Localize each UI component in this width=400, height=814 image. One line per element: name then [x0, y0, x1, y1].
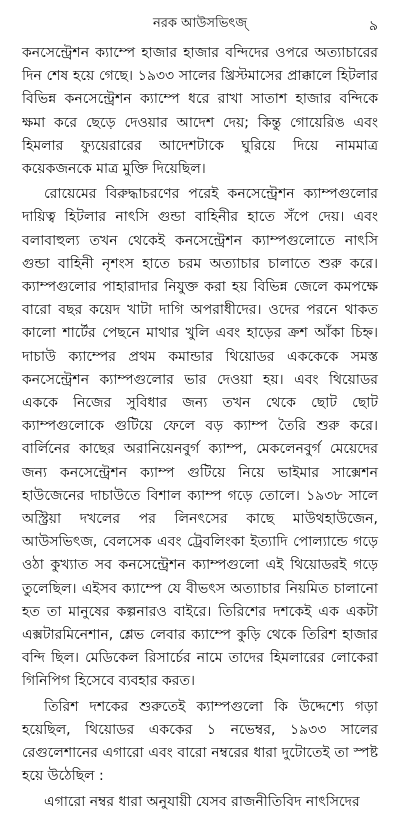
- paragraph-2: রোয়েমের বিরুদ্ধাচরণের পরেই কনসেন্ট্রেশন ক্যাম্পগুলোর দায়িত্ব হিটলার নাৎসি গুন্ডা বাহিনীর হাতে সঁপে দেয়। এবং বলাবাহুল্য তখন থেকেই কনসেন্ট্রেশন ক্যাম্পগুলোতে নাৎসি গুন্ডা বাহিনী নৃশংস হাতে চরম অত্যাচার চালাতে শুরু করে। ক্যাম্পগুলোর পাহারাদার নিযুক্ত করা হয় বিভিন্ন জেলে কমপক্ষে বারো বছর কয়েদ খাটা দাগি অপরাধীদের। ওদের পরনে থাকত কালো শার্টের পেছনে মাথার খুলি এবং হাড়ের ক্রশ আঁকা চিহ্ন। দাচাউ ক্যাম্পের প্রথম কমান্ডার থিয়োডর এককেকে সমস্ত কনসেন্ট্রেশন ক্যাম্পগুলোর ভার দেওয়া হয়। এবং থিয়োডর এককে নিজের সুবিধার জন্য তখন থেকে ছোট ছোট ক্যাম্পগুলোকে গুটিয়ে ফেলে বড় ক্যাম্প তৈরি শুরু করে। বার্লিনের কাছের অরানিয়েনবুর্গ ক্যাম্প, মেকলেনবুর্গ মেয়েদের জন্য কনসেন্ট্রেশন ক্যাম্প গুটিয়ে নিয়ে ভাইমার সাক্সেশন হাউজেনের দাচাউতে বিশাল ক্যাম্প গড়ে তোলে। ১৯৩৮ সালে অস্ট্রিয়া দখলের পর লিনৎসের কাছে মাউথহাউজেন, আউসভিৎজ, বেলসেক এবং ট্রেবলিংকা ইত্যাদি পোল্যান্ডে গড়ে ওঠা কুখ্যাত সব কনসেন্ট্রেশন ক্যাম্পগুলো এই থিয়োডরই গড়ে তুলেছিল। এইসব ক্যাম্পে যে বীভৎস অত্যাচার নিয়মিত চালানো হত তা মানুষের কল্পনারও বাইরে। তিরিশের দশকেই এক একটা এক্সটারমিনেশান, শ্লেভ লেবার ক্যাম্পে কুড়ি থেকে তিরিশ হাজার বন্দি ছিল। মেডিকেল রিসার্চের নামে তাদের হিমলারের লোকেরা গিনিপিগ হিসেবে ব্যবহার করত।: [22, 186, 378, 690]
- paragraph-4: এগারো নম্বর ধারা অনুযায়ী যেসব রাজনীতিবিদ নাৎসিদের: [44, 793, 360, 810]
- paragraph-1: কনসেন্ট্রেশন ক্যাম্পে হাজার হাজার বন্দিদের ওপরে অত্যাচারের দিন শেষ হয়ে গেছে। ১৯৩৩ সালের খ্রিস্টমাসের প্রাক্কালে হিটলার বিভিন্ন কনসেন্ট্রেশন ক্যাম্পে ধরে রাখা সাতাশ হাজার বন্দিকে ক্ষমা করে ছেড়ে দেওয়ার আদেশ দেয়; কিন্তু গোয়েরিঙ এবং হিমলার ফ্যুয়েরারের আদেশটাকে ঘুরিয়ে দিয়ে নামমাত্র কয়েকজনকে মাত্র মুক্তি দিয়েছিল।: [22, 45, 378, 178]
- body-text: [22, 42, 378, 814]
- running-title: নরক আউসভিৎজ্: [153, 16, 247, 31]
- page-header: [0, 14, 400, 34]
- page-number: ৯: [368, 18, 378, 34]
- paragraph-3: তিরিশ দশকের শুরুতেই ক্যাম্পগুলো কি উদ্দেশ্যে গড়া হয়েছিল, থিয়োডর এককের ১ নভেম্বর, ১৯৩৩ সালের রেগুলেশানের এগারো এবং বারো নম্বরের ধারা দুটোতেই তা স্পষ্ট হয়ে উঠেছিল :: [22, 698, 378, 785]
